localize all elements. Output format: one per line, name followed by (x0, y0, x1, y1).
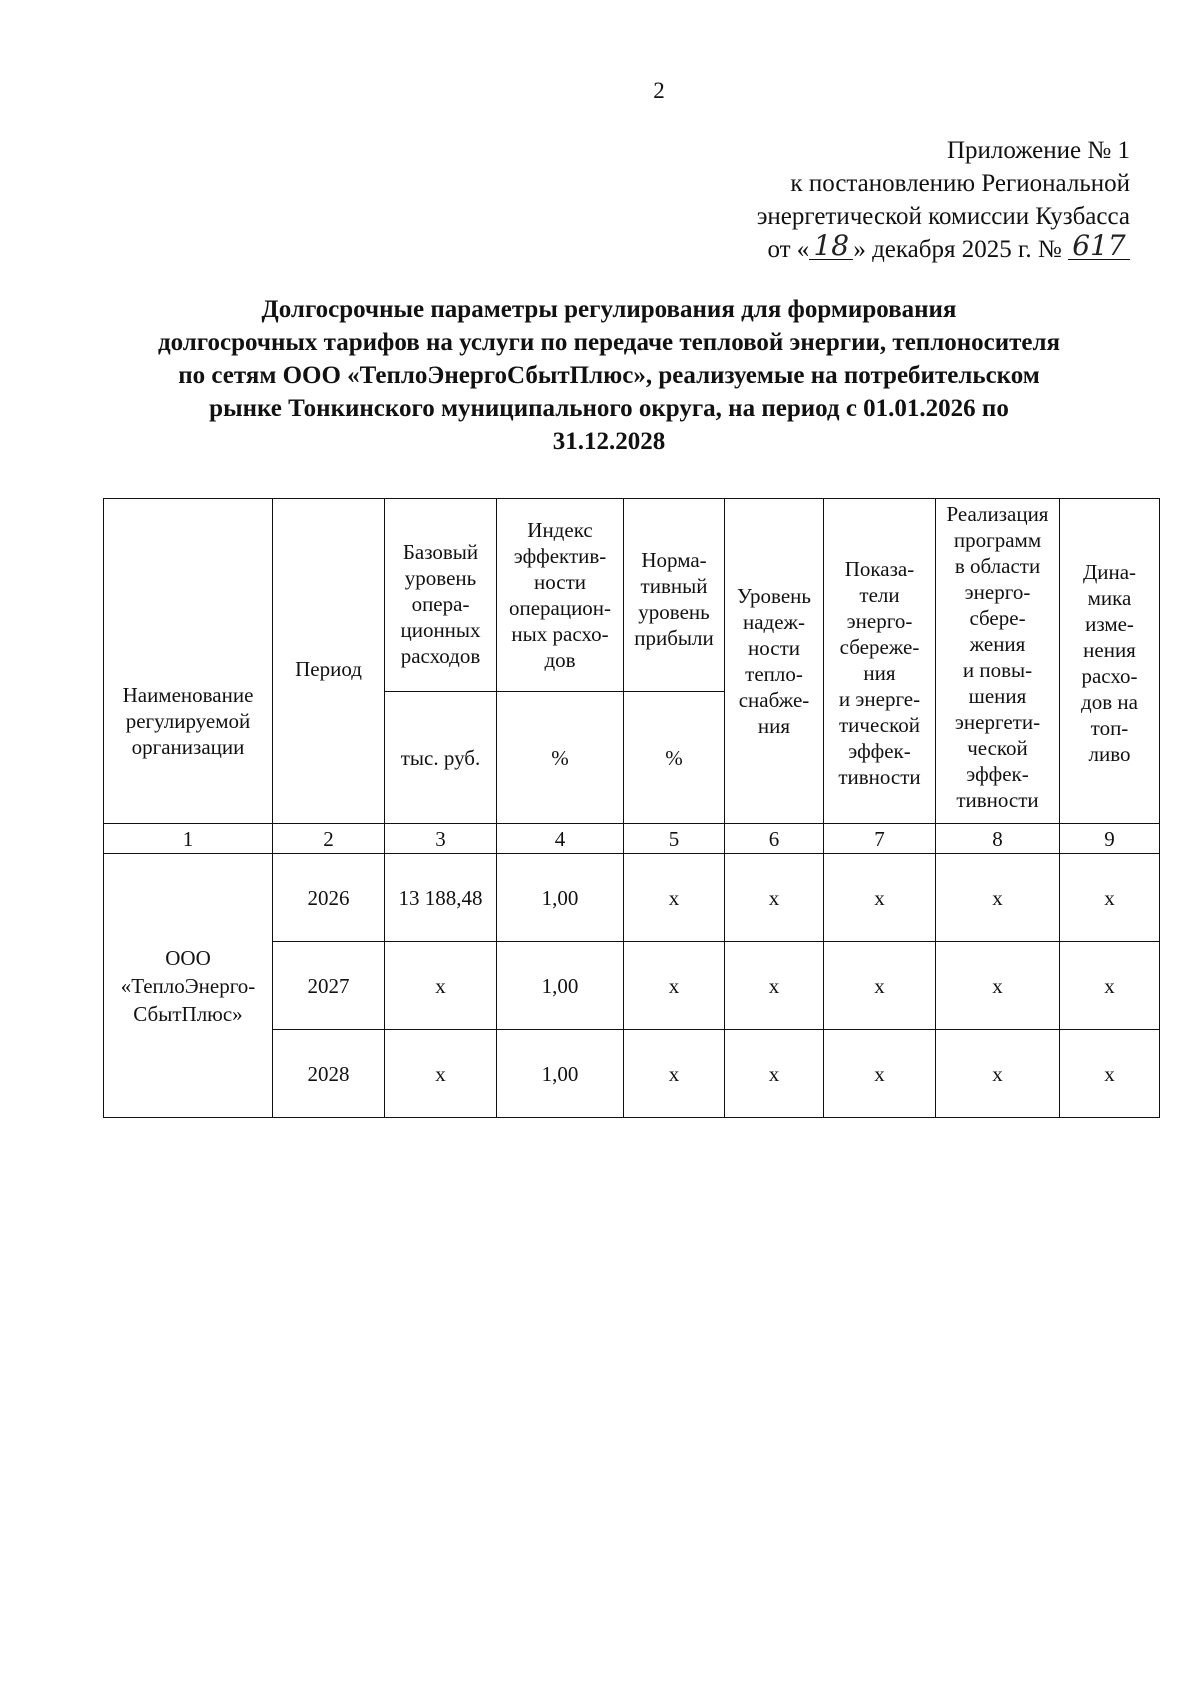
header-energy-line: тивности (838, 765, 921, 789)
header-profit-line: уровень (638, 600, 710, 624)
header-programs-line: ческой (967, 736, 1028, 760)
unit-base-cost: тыс. руб. (385, 692, 497, 824)
header-programs-line: жения (969, 632, 1026, 656)
header-fuel-line: топ- (1090, 716, 1129, 740)
header-energy-line: ния (863, 661, 896, 685)
cell-period: 2026 (273, 854, 385, 942)
header-programs-line: Реализация (946, 502, 1049, 526)
column-number: 8 (936, 824, 1060, 854)
approval-number: 617 (1068, 233, 1130, 260)
header-org (104, 499, 273, 824)
header-row (104, 499, 1160, 692)
header-reliability-line: ния (757, 714, 791, 738)
header-profit-line: Норма- (641, 548, 707, 572)
approval-date-mid: » декабря 2025 г. № (853, 236, 1062, 263)
header-fuel-line: расхо- (1081, 664, 1138, 688)
header-base-cost-line: расходов (400, 644, 481, 668)
header-energy-line: и энерге- (838, 687, 921, 711)
header-energy-line: Показа- (844, 557, 915, 581)
cell-base-cost: x (385, 942, 497, 1030)
approval-line-1: Приложение № 1 (946, 137, 1130, 164)
header-fuel-line: нения (1083, 638, 1136, 662)
approval-date-prefix: от « (767, 236, 810, 263)
column-number: 1 (104, 824, 273, 854)
column-number: 9 (1060, 824, 1160, 854)
page-number: 2 (653, 78, 665, 103)
organization-line: СбытПлюс» (133, 1001, 243, 1026)
title-line-5: 31.12.2028 (552, 428, 666, 455)
header-efficiency-line: ных расхо- (511, 622, 609, 646)
header-reliability-line: ности (748, 636, 800, 660)
title-line-3: по сетям ООО «ТеплоЭнергоСбытПлюс», реализуемые на потребительском (178, 362, 1040, 389)
approval-line-3: энергетической комиссии Кузбасса (756, 203, 1130, 230)
header-efficiency-line: Индекс (527, 518, 593, 542)
column-number: 6 (725, 824, 824, 854)
column-number: 4 (497, 824, 624, 854)
unit-efficiency-index: % (497, 692, 624, 824)
cell-energy: x (824, 854, 936, 942)
cell-base-cost: x (385, 1030, 497, 1118)
header-energy-line: сбереже- (839, 635, 920, 659)
header-programs-line: в области (954, 554, 1041, 578)
cell-profit: x (624, 942, 725, 1030)
title-line-2: долгосрочных тарифов на услуги по передаче тепловой энергии, теплоносителя (157, 329, 1061, 356)
header-org-line: регулируемой (125, 709, 251, 733)
column-number: 5 (624, 824, 725, 854)
header-reliability-line: Уровень (737, 584, 811, 608)
cell-profit: x (624, 854, 725, 942)
cell-efficiency-index: 1,00 (497, 1030, 624, 1118)
header-efficiency-line: эффектив- (513, 544, 607, 568)
header-programs-line: энерго- (964, 580, 1031, 604)
header-reliability-line: надеж- (742, 610, 806, 634)
header-energy-line: тели (859, 583, 900, 607)
header-base-cost-line: Базовый (402, 540, 479, 564)
header-reliability-line: тепло- (745, 662, 803, 686)
header-energy-line: тической (838, 713, 921, 737)
header-energy-line: энерго- (846, 609, 913, 633)
header-profit-line: прибыли (634, 626, 714, 650)
parameters-table (103, 498, 1160, 1118)
column-number-row (104, 824, 1160, 854)
cell-reliability: x (725, 854, 824, 942)
header-programs-line: шения (968, 684, 1027, 708)
header-period-label: Период (295, 657, 362, 681)
cell-programs: x (936, 854, 1060, 942)
header-programs-line: и повы- (962, 658, 1033, 682)
approval-day: 18 (809, 233, 853, 260)
header-energy-line: эффек- (848, 739, 911, 763)
header-programs-line: программ (953, 528, 1042, 552)
header-programs (936, 499, 1060, 824)
header-base-cost-line: опера- (411, 592, 470, 616)
cell-energy: x (824, 942, 936, 1030)
cell-fuel: x (1060, 942, 1160, 1030)
cell-efficiency-index: 1,00 (497, 854, 624, 942)
column-number: 7 (824, 824, 936, 854)
header-profit-level (624, 499, 725, 692)
cell-efficiency-index: 1,00 (497, 942, 624, 1030)
header-fuel-line: Дина- (1082, 560, 1137, 584)
column-number: 2 (273, 824, 385, 854)
header-efficiency-line: дов (544, 648, 576, 672)
table-row (104, 854, 1160, 942)
header-fuel-line: мика (1087, 586, 1132, 610)
header-programs-line: сбере- (969, 606, 1026, 630)
cell-fuel: x (1060, 854, 1160, 942)
organization-cell (104, 854, 273, 1118)
cell-energy: x (824, 1030, 936, 1118)
cell-fuel: x (1060, 1030, 1160, 1118)
header-base-cost-line: ционных (400, 618, 481, 642)
document-title (70, 293, 1148, 458)
header-efficiency-index (497, 499, 624, 692)
header-energy-saving (824, 499, 936, 824)
approval-line-2: к постановлению Региональной (790, 170, 1130, 197)
header-programs-line: эффек- (966, 762, 1029, 786)
header-profit-line: тивный (640, 574, 708, 598)
header-period (273, 499, 385, 824)
organization-line: ООО (165, 945, 211, 970)
cell-period: 2028 (273, 1030, 385, 1118)
header-programs-line: энергети- (954, 710, 1041, 734)
header-org-line: организации (131, 735, 245, 759)
cell-base-cost: 13 188,48 (385, 854, 497, 942)
header-fuel-line: ливо (1088, 742, 1131, 766)
organization-line: «ТеплоЭнерго- (120, 973, 256, 998)
cell-programs: x (936, 942, 1060, 1030)
header-fuel-line: изме- (1085, 612, 1134, 636)
header-base-cost (385, 499, 497, 692)
header-programs-line: тивности (956, 788, 1039, 812)
unit-profit-level: % (624, 692, 725, 824)
cell-period: 2027 (273, 942, 385, 1030)
header-efficiency-line: ности (534, 570, 586, 594)
title-line-4: рынке Тонкинского муниципального округа, на период с 01.01.2026 по (209, 395, 1009, 422)
cell-reliability: x (725, 942, 824, 1030)
column-number: 3 (385, 824, 497, 854)
header-reliability-line: снабже- (738, 688, 810, 712)
approval-line-4 (660, 229, 1130, 266)
header-base-cost-line: уровень (404, 566, 477, 590)
header-fuel-line: дов на (1081, 690, 1138, 714)
header-reliability (725, 499, 824, 824)
header-efficiency-line: операцион- (508, 596, 612, 620)
approval-block (660, 134, 1130, 266)
header-org-line: Наименование (122, 683, 254, 707)
header-fuel (1060, 499, 1160, 824)
cell-reliability: x (725, 1030, 824, 1118)
cell-profit: x (624, 1030, 725, 1118)
title-line-1: Долгосрочные параметры регулирования для формирования (261, 296, 957, 323)
cell-programs: x (936, 1030, 1060, 1118)
